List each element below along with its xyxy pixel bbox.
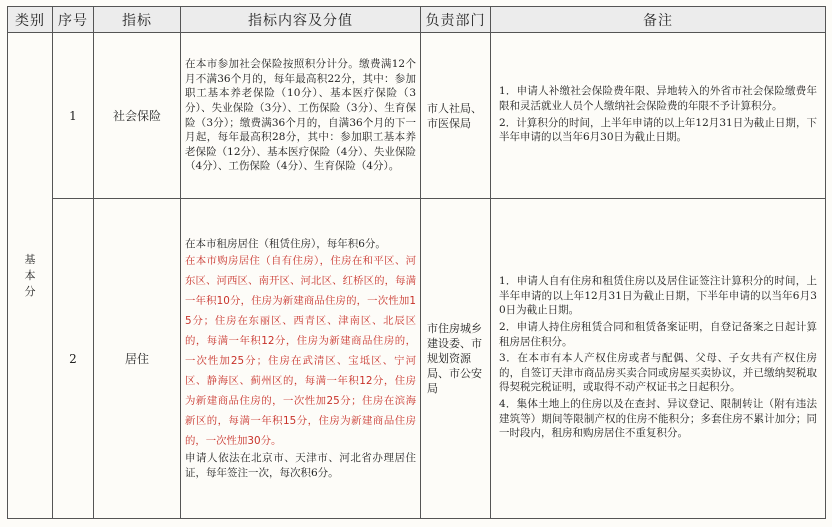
points-table [7,6,826,519]
row-number: 2 [53,199,94,519]
category-cell [8,33,53,519]
remark-item: 3．在本市有本人产权住房或者与配偶、父母、子女共有产权住房的，自签订天津市商品房买卖合同或房屋买卖协议，并已缴纳契税取得契税完税证明，或取得不动产权证书之日起积分。 [499,352,817,394]
row-content [181,199,421,519]
row-department: 市人社局、市医保局 [421,33,491,199]
row-remark [491,199,826,519]
table-row [8,33,826,199]
content-intro: 在本市租房居住（租赁住房），每年积6分。 [185,237,386,250]
header-content: 指标内容及分值 [181,7,421,33]
row-remark [491,33,826,199]
row-indicator: 社会保险 [94,33,181,199]
table-row [8,199,826,519]
header-remark: 备注 [491,7,826,33]
row-content: 在本市参加社会保险按照积分计分。缴费满12个月不满36个月的，每年最高积22分，其中：参加职工基本养老保险（10分）、基本医疗保险（3分）、失业保险（3分）、工伤保险（3分）、生育保险（3分）；缴费满36个月的，自满36个月的下一月起，每年最高积28分，其中：参加职工基本养老保险（12分）、基本医疗保险（4分）、失业保险（4分）、工伤保险（4分）、生育保险（4分）。 [181,33,421,199]
header-department: 负责部门 [421,7,491,33]
header-row [8,7,826,33]
remark-item: 2．计算积分的时间，上半年申请的以上年12月31日为截止日期，下半年申请的以当年6月30日为截止日期。 [499,116,817,144]
content-outro: 申请人依法在北京市、天津市、河北省办理居住证，每年签注一次，每次积6分。 [185,452,416,479]
remark-item: 2．申请人持住房租赁合同和租赁备案证明，自登记备案之日起计算租房居住积分。 [499,321,817,348]
row-number: 1 [53,33,94,199]
category-label: 基本分 [24,252,36,298]
header-number: 序号 [53,7,94,33]
row-indicator: 居住 [94,199,181,519]
header-indicator: 指标 [94,7,181,33]
content-highlight: 在本市购房居住（自有住房），住房在和平区、河东区、河西区、南开区、河北区、红桥区的，每满一年积10分，住房为新建商品住房的，一次性加15分；住房在东丽区、西青区、津南区、北辰区的，每满一年积12分，住房为新建商品住房的，一次性加25分；住房在武清区、宝坻区、宁河区、静海区、蓟州区的，每满一年积12分，住房为新建商品住房的，一次性加25分；住房在滨海新区的，每满一年积15分，住房为新建商品住房的，一次性加30分。 [185,255,416,448]
remark-item: 1．申请人自有住房和租赁住房以及居住证签注计算积分的时间，上半年申请的以上年12月31日为截止日期，下半年申请的以当年6月30日为截止日期。 [499,275,817,317]
header-category: 类别 [8,7,53,33]
remark-item: 4．集体土地上的住房以及在查封、异议登记、限制转让（附有违法建筑等）期间等限制产权的住房不能积分；多套住房不累计加分；同一时段内，租房和购房居住不重复积分。 [499,397,817,440]
row-department: 市住房城乡建设委、市规划资源局、市公安局 [421,199,491,519]
remark-item: 1．申请人补缴社会保险费年限、异地转入的外省市社会保险缴费年限和灵活就业人员个人缴纳社会保险费的年限不予计算积分。 [499,85,817,112]
